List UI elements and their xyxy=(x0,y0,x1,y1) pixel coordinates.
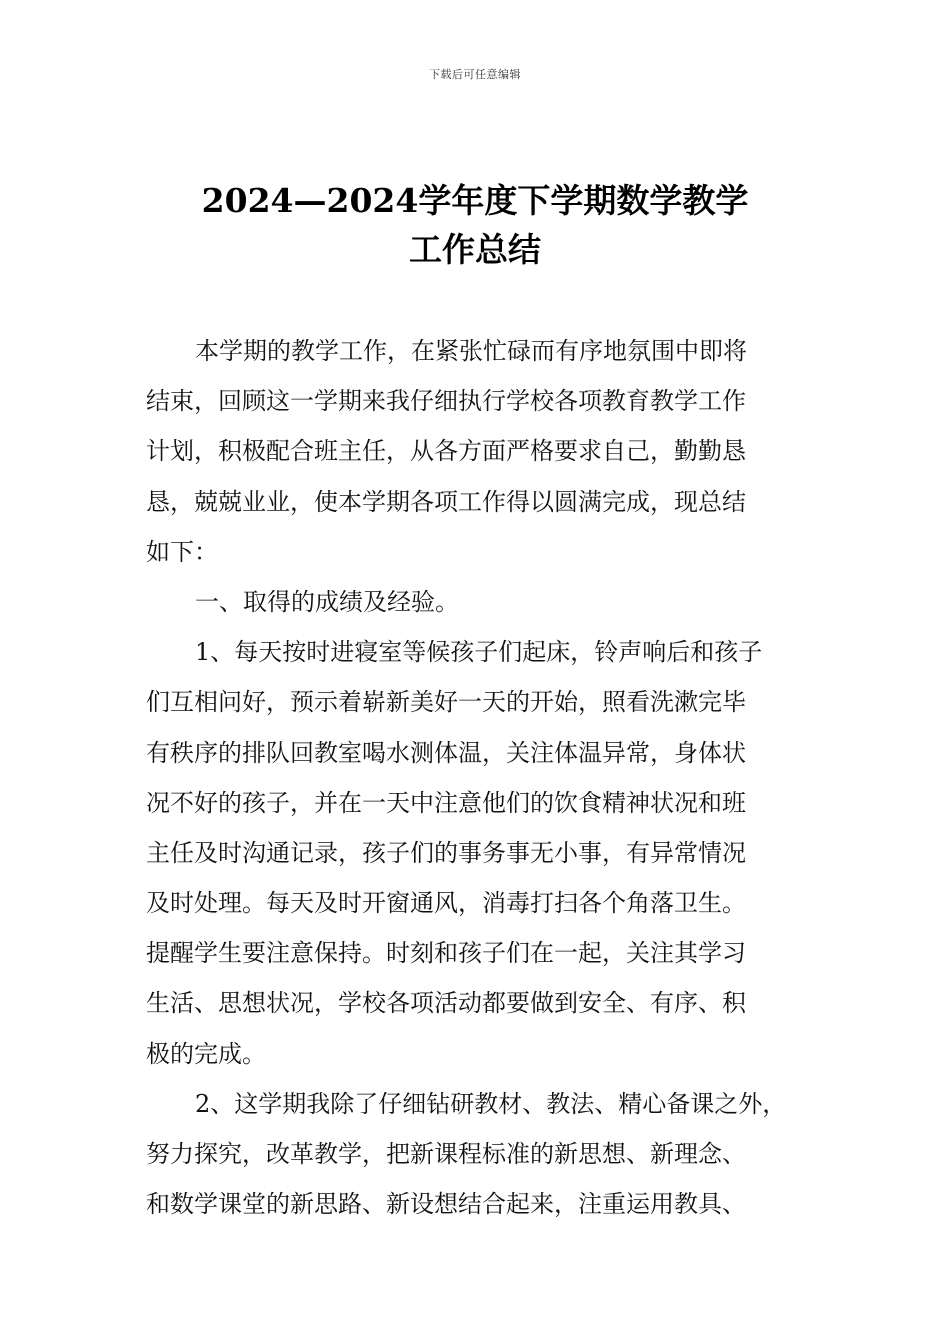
paragraph-line: 提醒学生要注意保持。时刻和孩子们在一起，关注其学习 xyxy=(146,939,746,968)
header-note: 下载后可任意编辑 xyxy=(429,68,521,81)
paragraph-line: 主任及时沟通记录，孩子们的事务事无小事，有异常情况 xyxy=(146,838,746,867)
paragraph-line: 况不好的孩子，并在一天中注意他们的饮食精神状况和班 xyxy=(146,788,746,817)
paragraph-line: 努力探究，改革教学，把新课程标准的新思想、新理念、 xyxy=(146,1140,746,1168)
paragraph-line: 和数学课堂的新思路、新设想结合起来，注重运用教具、 xyxy=(146,1190,746,1219)
document-title xyxy=(0,176,950,274)
document-body xyxy=(146,326,826,1229)
paragraph-line: 本学期的教学工作，在紧张忙碌而有序地氛围中即将 xyxy=(195,337,747,365)
paragraph-line: 2、这学期我除了仔细钻研教材、教法、精心备课之外， xyxy=(195,1089,787,1118)
paragraph-line: 及时处理。每天及时开窗通风，消毒打扫各个角落卫生。 xyxy=(146,889,746,918)
section-heading: 一、取得的成绩及经验。 xyxy=(195,587,459,616)
paragraph-line: 们互相问好，预示着崭新美好一天的开始，照看洗漱完毕 xyxy=(146,688,746,717)
paragraph-line: 如下： xyxy=(146,537,218,566)
paragraph-line: 计划，积极配合班主任，从各方面严格要求自己，勤勤恳 xyxy=(146,437,746,466)
paragraph-line: 极的完成。 xyxy=(146,1039,266,1068)
paragraph-line: 结束，回顾这一学期来我仔细执行学校各项教育教学工作 xyxy=(146,387,746,416)
paragraph-line: 1、每天按时进寝室等候孩子们起床，铃声响后和孩子 xyxy=(195,638,763,667)
paragraph-line: 生活、思想状况，学校各项活动都要做到安全、有序、积 xyxy=(146,989,746,1018)
title-line-2: 工作总结 xyxy=(409,230,541,269)
title-line-1: 2024—2024学年度下学期数学教学 xyxy=(201,181,749,220)
paragraph-line: 有秩序的排队回教室喝水测体温，关注体温异常，身体状 xyxy=(146,738,746,767)
paragraph-line: 恳，兢兢业业，使本学期各项工作得以圆满完成，现总结 xyxy=(146,487,746,516)
